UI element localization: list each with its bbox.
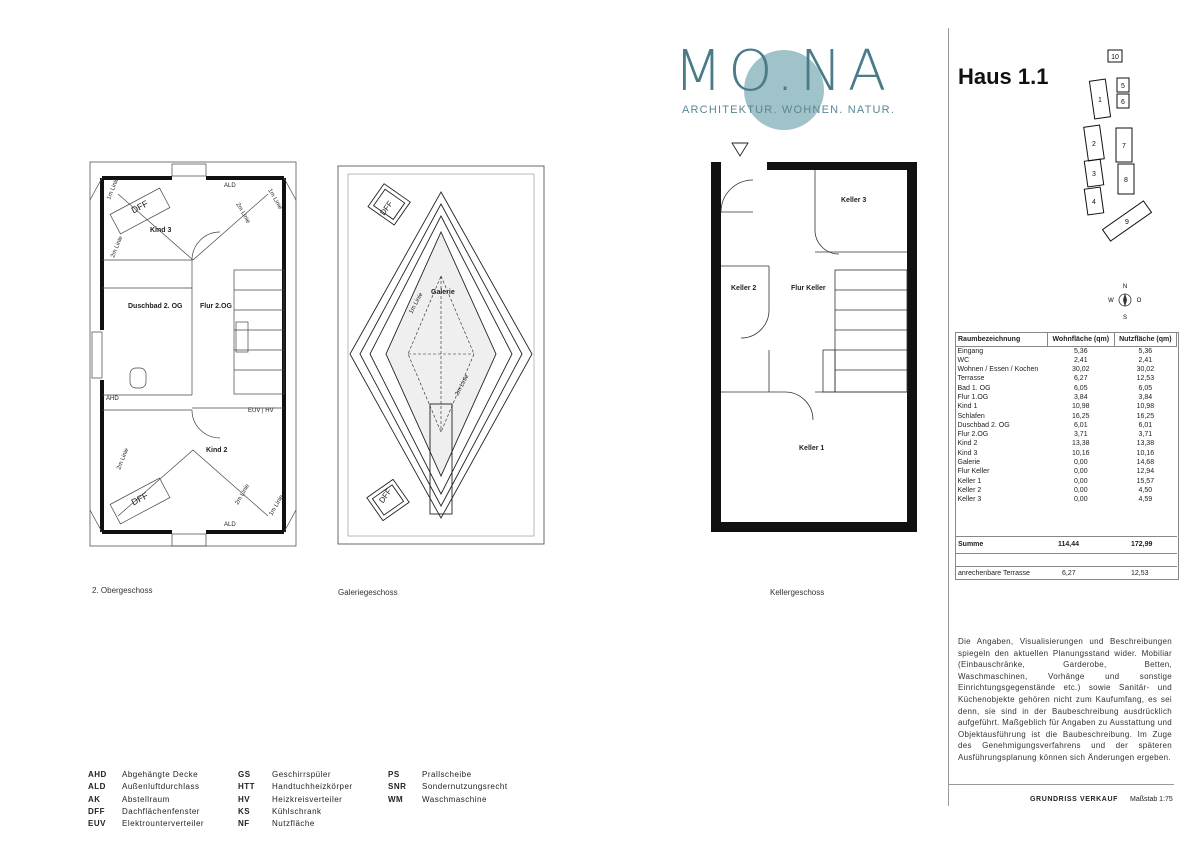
legend-abbr: HTT [238,782,256,792]
col-header: Nutzfläche (qm) [1114,333,1176,347]
table-row [956,449,1177,458]
table-cell: 16,25 [1136,412,1155,420]
room-label: Keller 2 [731,285,757,292]
table-row [956,477,1177,486]
room-label: Kind 3 [150,227,172,234]
table-cell: 3,71 [1073,431,1088,439]
legend-item [88,781,204,793]
table-cell: Kind 2 [957,440,978,448]
table-cell: 6,01 [1138,421,1153,429]
entrance-icon [732,143,748,156]
compass-icon [1106,280,1144,331]
room-label: Flur 2.OG [200,303,232,310]
legend-text: Handtuchheizkörper [272,782,353,792]
col-header: Wohnfläche (qm) [1047,333,1114,347]
table-cell: 2,41 [1138,356,1153,364]
table-cell: 0,00 [1073,486,1088,494]
legend-item [238,818,353,830]
euv-mark: EUV | HV [248,408,274,414]
table-cell: Flur 1.OG [957,393,989,401]
site-num: 6 [1121,99,1125,106]
legend-abbr: KS [238,806,251,816]
column-divider [948,28,949,806]
floorplan-keller [705,140,920,545]
ald-mark: ALD [224,522,236,528]
site-num: 1 [1098,97,1102,104]
table-cell: 6,01 [1073,421,1088,429]
sum-nutz: 172,99 [1131,541,1153,548]
room-label: Galerie [431,289,455,296]
table-cell: 15,57 [1136,477,1155,485]
table-row [956,403,1177,412]
table-cell: Kind 3 [957,449,978,457]
line-1m: 1m Linie [266,188,283,211]
legend-column [238,769,353,830]
table-row [956,412,1177,421]
ahd-mark: AHD [106,396,119,402]
legend-text: Heizkreisverteiler [272,794,343,804]
line-2m: 2m Linie [234,483,252,506]
dff-mark: DFF [377,486,394,505]
table-cell: 5,36 [1138,347,1153,355]
table-row [956,384,1177,393]
legend-item [238,769,353,781]
terrace-wohn: 6,27 [1062,570,1076,577]
table-cell: 3,84 [1073,393,1088,401]
table-row [956,440,1177,449]
table-cell: 10,98 [1136,403,1155,411]
legend-item [388,769,508,781]
legend-text: Geschirrspüler [272,770,332,779]
footer-title: GRUNDRISS VERKAUF [1030,796,1118,803]
brand-logo [660,30,920,140]
legend-text: Elektrounterverteiler [122,819,205,829]
table-cell: 30,02 [1072,366,1090,374]
table-cell: WC [957,356,970,364]
ald-mark: ALD [224,183,236,189]
rooms-table-body [956,347,1177,506]
table-cell: Bad 1. OG [957,384,991,392]
table-cell: Flur Keller [957,468,990,476]
table-cell: 2,41 [1073,356,1088,364]
room-label: Flur Keller [791,285,826,292]
table-cell: 0,00 [1073,496,1088,504]
table-row [956,375,1177,384]
dff-mark: DFF [378,199,395,218]
legend-text: Dachflächenfenster [122,806,200,816]
dff-mark: DFF [129,198,150,216]
table-cell: 10,16 [1072,449,1090,457]
table-row [956,486,1177,495]
table-cell: 0,00 [1073,468,1088,476]
sum-label: Summe [958,541,984,548]
legend-item [238,781,353,793]
table-cell: 10,98 [1072,403,1090,411]
table-row [956,468,1177,477]
table-row [956,356,1177,365]
table-cell: 3,84 [1138,393,1153,401]
legend-item [88,769,204,781]
table-cell: 0,00 [1073,459,1088,467]
legend-column [88,769,204,830]
col-header: Raumbezeichnung [956,333,1048,347]
site-num: 5 [1121,83,1125,90]
table-cell: 12,53 [1136,375,1155,383]
legend-text: Außenluftdurchlass [122,782,200,792]
plan-label-keller: Kellergeschoss [770,588,825,597]
table-cell: 16,25 [1072,412,1090,420]
legend-abbr: WM [388,794,404,804]
footer-divider [948,784,1174,785]
house-title: Haus 1.1 [958,64,1049,89]
legend-text: Nutzfläche [272,819,315,829]
legend-abbr: AK [88,794,101,804]
legend-abbr: AHD [88,770,107,779]
legend-item [238,794,353,806]
legend-text: Abgehängte Decke [122,770,199,779]
table-cell: 13,38 [1136,440,1155,448]
table-cell: 6,05 [1073,384,1088,392]
site-num: 2 [1092,141,1096,148]
legend-item [388,781,508,793]
legend-abbr: HV [238,794,251,804]
legend-text: Sondernutzungsrecht [422,782,508,792]
room-label: Kind 2 [206,447,228,454]
sum-row [955,536,1177,554]
legend-text: Abstellraum [122,794,170,804]
line-1m: 1m Linie [408,292,425,315]
compass-w: W [1108,298,1114,304]
site-num: 8 [1124,177,1128,184]
legend-text: Waschmaschine [422,794,487,804]
legend-item [88,818,204,830]
compass-o: O [1136,298,1142,304]
table-cell: 13,38 [1072,440,1090,448]
line-1m: 1m Linie [268,494,286,517]
table-row [956,393,1177,402]
plan-label-og2: 2. Obergeschoss [92,586,153,595]
table-cell: Kind 1 [957,403,978,411]
legend-abbr: PS [388,770,400,779]
table-cell: 4,59 [1138,496,1153,504]
room-label: Keller 1 [799,445,825,452]
table-cell: 10,16 [1136,449,1155,457]
legend-item [88,806,204,818]
site-num: 7 [1122,143,1126,150]
table-row [956,347,1177,357]
footer-scale: Maßstab 1:75 [1130,796,1173,803]
table-cell: Keller 2 [957,486,982,494]
plan-label-galerie: Galeriegeschoss [338,588,398,597]
legend-text: Kühlschrank [272,806,322,816]
floorplan-og2 [88,160,298,555]
legend-abbr: EUV [88,819,106,829]
line-2m: 2m Linie [234,202,251,225]
table-cell: Eingang [957,347,984,355]
room-label: Duschbad 2. OG [128,303,183,310]
table-row [956,496,1177,505]
table-cell: Galerie [957,459,981,467]
table-cell: 6,27 [1073,375,1088,383]
legend-item [88,794,204,806]
table-cell: Keller 1 [957,477,982,485]
legend-item [238,806,353,818]
site-plan [1070,48,1180,248]
table-cell: Flur 2.OG [957,431,989,439]
table-row [956,431,1177,440]
legend-abbr: SNR [388,782,407,792]
table-cell: 3,71 [1138,431,1153,439]
site-num: 3 [1092,171,1096,178]
legend-abbr: NF [238,819,250,829]
table-cell: 5,36 [1073,347,1088,355]
terrace-row [955,566,1177,579]
line-1m: 1m Linie [106,177,121,201]
rooms-table [955,332,1177,505]
dff-mark: DFF [129,490,150,508]
table-cell: Terrasse [957,375,985,383]
table-cell: Keller 3 [957,496,982,504]
legend-column [388,769,508,806]
table-cell: Schlafen [957,412,985,420]
sum-wohn: 114,44 [1058,541,1080,548]
legend-item [388,794,508,806]
line-2m: 2m Linie [454,374,471,397]
site-num: 10 [1111,54,1119,61]
floorplan-galerie [336,164,548,553]
room-label: Keller 3 [841,197,867,204]
logo-tagline: ARCHITEKTUR. WOHNEN. NATUR. [682,104,896,116]
table-cell: 30,02 [1136,366,1155,374]
table-cell: 14,68 [1136,459,1155,467]
line-2m: 2m Linie [116,447,131,471]
table-cell: 0,00 [1073,477,1088,485]
terrace-nutz: 12,53 [1131,570,1149,577]
table-row [956,421,1177,430]
terrace-label: anrechenbare Terrasse [958,570,1030,577]
table-cell: Duschbad 2. OG [957,421,1010,429]
site-num: 9 [1125,219,1129,226]
compass-s: S [1122,315,1128,321]
compass-n: N [1122,284,1128,290]
table-cell: 4,50 [1138,486,1153,494]
logo-wordmark: MO.NA [674,39,893,104]
legend-text: Prallscheibe [422,770,472,779]
table-cell: Wohnen / Essen / Kochen [957,366,1039,374]
line-2m: 2m Linie [110,235,125,259]
legend-abbr: GS [238,770,251,779]
table-row [956,366,1177,375]
disclaimer: Die Angaben, Visualisierungen und Beschreibungen spiegeln den aktuellen Planungsstand wider. Mobiliar (Einbauschränke, Garderobe, Betten, Waschmaschinen, Vorhänge und sonstige Einrichtungsgegenstände etc.) sowie Sanitär- und Küchenobjekte gehören nicht zum Kaufumfang, es sei denn, sie sind in der Baubeschreibung ausdrücklich aufgeführt. Maßgeblich für Angaben zu Ausstattung und Objektausführung ist die Baubeschreibung. Im Zuge des Genehmigungsverfahrens und der späteren Ausführungsplanung können sich Änderungen ergeben. [958,637,1172,762]
legend-abbr: ALD [88,782,106,792]
legend-abbr: DFF [88,806,106,816]
table-cell: 12,94 [1136,468,1155,476]
table-cell: 6,05 [1138,384,1153,392]
table-row [956,459,1177,468]
site-num: 4 [1092,199,1096,206]
